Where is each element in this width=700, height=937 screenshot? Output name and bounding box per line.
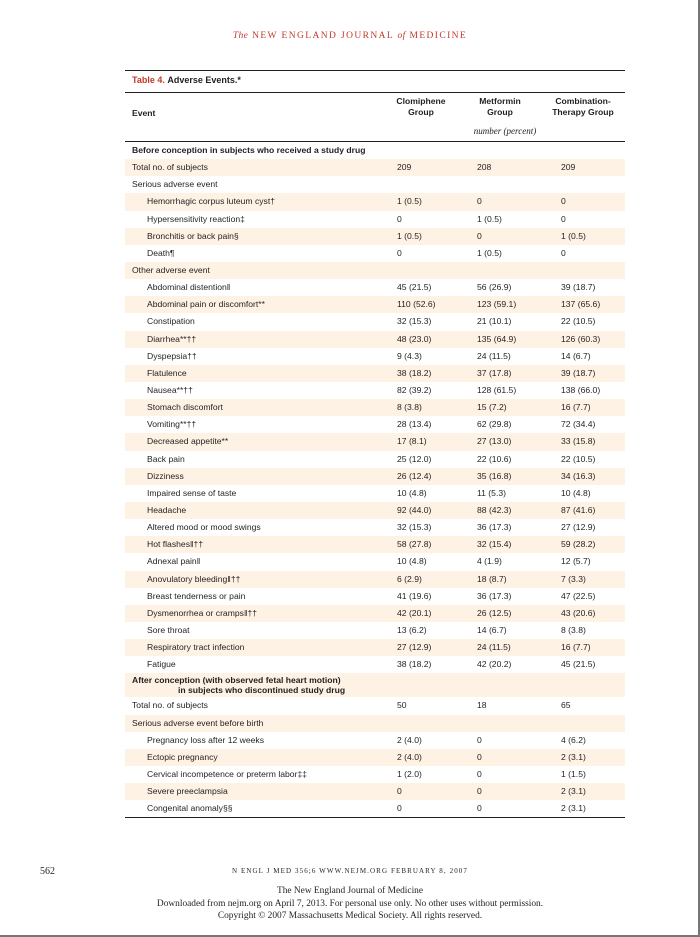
row-label: Back pain: [147, 453, 185, 464]
row-label: Anovulatory bleeding‖††: [147, 573, 241, 584]
table-row: [125, 673, 625, 697]
row-label: Sore throat: [147, 624, 190, 635]
table-row: [125, 262, 625, 279]
row-label: Diarrhea**††: [147, 333, 197, 344]
row-label: Constipation: [147, 316, 195, 327]
table-row: [125, 766, 625, 783]
cell-clomiphene: 10 (4.8): [397, 556, 427, 567]
cell-combination: 4 (6.2): [561, 734, 586, 745]
row-label: Severe preeclampsia: [147, 786, 228, 797]
page-number: 562: [40, 866, 55, 877]
table-row: [125, 553, 625, 570]
table-row: [125, 605, 625, 622]
cell-metformin: 37 (17.8): [477, 367, 512, 378]
table-row: [125, 571, 625, 588]
col-metformin: Metformin Group: [479, 96, 521, 117]
journal-header: [0, 31, 700, 41]
row-label: Hypersensitivity reaction‡: [147, 213, 245, 224]
table-row: [125, 313, 625, 330]
cell-combination: 0: [561, 247, 566, 258]
cell-combination: 137 (65.6): [561, 299, 601, 310]
cell-clomiphene: 32 (15.3): [397, 316, 432, 327]
table-row: [125, 176, 625, 193]
cell-metformin: 36 (17.3): [477, 522, 512, 533]
cell-clomiphene: 1 (0.5): [397, 230, 422, 241]
cell-combination: 72 (34.4): [561, 419, 596, 430]
table-row: [125, 331, 625, 348]
row-label: Dyspepsia††: [147, 350, 197, 361]
row-label: Stomach discomfort: [147, 402, 223, 413]
col-event: Event: [132, 108, 156, 118]
cell-metformin: 32 (15.4): [477, 539, 512, 550]
table-row: [125, 296, 625, 313]
row-label: Adnexal pain‖: [147, 556, 201, 567]
row-label: Dysmenorrhea or cramps‖††: [147, 607, 258, 618]
cell-combination: 27 (12.9): [561, 522, 596, 533]
row-label: Abdominal distention‖: [147, 282, 231, 293]
row-label: Serious adverse event before birth: [132, 717, 264, 728]
cell-clomiphene: 0: [397, 213, 402, 224]
cell-clomiphene: 0: [397, 786, 402, 797]
table-row: [125, 639, 625, 656]
row-label: Fatigue: [147, 659, 176, 670]
cell-metformin: 24 (11.5): [477, 642, 511, 653]
row-label: After conception (with observed fetal heart motion) in subjects who discontinued study drug: [132, 675, 346, 696]
table-row: [125, 715, 625, 732]
units-label: number (percent): [473, 126, 537, 136]
table-row: [125, 749, 625, 766]
cell-combination: 1 (1.5): [561, 768, 586, 779]
row-label: Headache: [147, 504, 187, 515]
cell-metformin: 42 (20.2): [477, 659, 512, 670]
row-label: Bronchitis or back pain§: [147, 230, 239, 241]
cell-clomiphene: 48 (23.0): [397, 333, 432, 344]
table-row: [125, 451, 625, 468]
cell-metformin: 18 (8.7): [477, 573, 507, 584]
table-row: [125, 245, 625, 262]
cell-clomiphene: 41 (19.6): [397, 590, 432, 601]
cell-metformin: 24 (11.5): [477, 350, 511, 361]
table-row: [125, 519, 625, 536]
cell-combination: 16 (7.7): [561, 642, 591, 653]
cell-combination: 22 (10.5): [561, 453, 596, 464]
table-row: [125, 382, 625, 399]
cell-clomiphene: 25 (12.0): [397, 453, 432, 464]
cell-clomiphene: 1 (0.5): [397, 196, 422, 207]
header-of: of: [397, 31, 406, 41]
cell-combination: 0: [561, 213, 566, 224]
cell-clomiphene: 9 (4.3): [397, 350, 422, 361]
cell-metformin: 56 (26.9): [477, 282, 512, 293]
cell-combination: 209: [561, 162, 576, 173]
cell-combination: 59 (28.2): [561, 539, 596, 550]
cell-clomiphene: 8 (3.8): [397, 402, 422, 413]
row-label: Hot flashes‖††: [147, 539, 204, 550]
row-label: Total no. of subjects: [132, 700, 208, 711]
table-row: [125, 142, 625, 159]
cell-metformin: 123 (59.1): [477, 299, 517, 310]
row-label: Breast tenderness or pain: [147, 590, 246, 601]
cell-clomiphene: 82 (39.2): [397, 384, 432, 395]
cell-metformin: 0: [477, 734, 482, 745]
cell-combination: 47 (22.5): [561, 590, 596, 601]
row-label: Congenital anomaly§§: [147, 803, 233, 814]
row-label: Death¶: [147, 247, 175, 258]
cell-combination: 16 (7.7): [561, 402, 591, 413]
table-row: [125, 433, 625, 450]
col-clomiphene: Clomiphene Group: [396, 96, 446, 117]
cell-metformin: 62 (29.8): [477, 419, 512, 430]
cell-metformin: 21 (10.1): [477, 316, 512, 327]
cell-clomiphene: 110 (52.6): [397, 299, 436, 310]
cell-combination: 7 (3.3): [561, 573, 586, 584]
cell-metformin: 14 (6.7): [477, 624, 507, 635]
cell-metformin: 0: [477, 768, 482, 779]
row-label: Respiratory tract infection: [147, 642, 245, 653]
cell-metformin: 128 (61.5): [477, 384, 517, 395]
table-row: [125, 159, 625, 176]
row-label: Altered mood or mood swings: [147, 522, 261, 533]
row-label: Pregnancy loss after 12 weeks: [147, 734, 265, 745]
table-number: Table 4.: [132, 75, 165, 85]
row-label: Vomiting**††: [147, 419, 197, 430]
table-row: [125, 502, 625, 519]
table-name: Adverse Events.*: [167, 75, 241, 85]
cell-combination: 2 (3.1): [561, 786, 586, 797]
table-row: [125, 622, 625, 639]
cell-combination: 34 (16.3): [561, 470, 596, 481]
cell-metformin: 208: [477, 162, 492, 173]
row-label: Serious adverse event: [132, 179, 218, 190]
table-row: [125, 468, 625, 485]
cell-metformin: 0: [477, 751, 482, 762]
cell-clomiphene: 2 (4.0): [397, 751, 422, 762]
row-label: Flatulence: [147, 367, 187, 378]
table-row: [125, 193, 625, 210]
cell-clomiphene: 209: [397, 162, 412, 173]
table-row: [125, 732, 625, 749]
table-row: [125, 800, 625, 817]
cell-clomiphene: 27 (12.9): [397, 642, 432, 653]
table-row: [125, 399, 625, 416]
row-label: Nausea**††: [147, 384, 193, 395]
cell-combination: 39 (18.7): [561, 367, 596, 378]
cell-clomiphene: 26 (12.4): [397, 470, 432, 481]
row-label: Before conception in subjects who received a study drug: [132, 145, 366, 155]
cell-clomiphene: 58 (27.8): [397, 539, 432, 550]
header-the: The: [232, 31, 249, 41]
cell-clomiphene: 38 (18.2): [397, 659, 432, 670]
cell-combination: 138 (66.0): [561, 384, 601, 395]
table-row: [125, 536, 625, 553]
cell-combination: 22 (10.5): [561, 316, 596, 327]
cell-clomiphene: 42 (20.1): [397, 607, 432, 618]
download-notice: The New England Journal of Medicine Downloaded from nejm.org on April 7, 2013. For personal use only. No other uses without permission. Copyright © 2007 Massachusetts Medical Society. All rights reserved.: [156, 886, 544, 921]
cell-combination: 2 (3.1): [561, 803, 586, 814]
running-footer: N ENGL J MED 356;6 WWW.NEJM.ORG FEBRUARY 8, 2007: [231, 867, 469, 875]
cell-clomiphene: 0: [397, 247, 402, 258]
cell-metformin: 27 (13.0): [477, 436, 512, 447]
cell-clomiphene: 17 (8.1): [397, 436, 427, 447]
table-row: [125, 656, 625, 673]
cell-clomiphene: 10 (4.8): [397, 487, 427, 498]
row-label: Ectopic pregnancy: [147, 751, 218, 762]
cell-metformin: 1 (0.5): [477, 213, 502, 224]
cell-combination: 45 (21.5): [561, 659, 596, 670]
cell-metformin: 1 (0.5): [477, 247, 502, 258]
header-journal: NEW ENGLAND JOURNAL: [252, 31, 394, 41]
cell-metformin: 88 (42.3): [477, 504, 512, 515]
cell-metformin: 11 (5.3): [477, 487, 506, 498]
cell-combination: 8 (3.8): [561, 624, 586, 635]
cell-clomiphene: 0: [397, 803, 402, 814]
cell-metformin: 0: [477, 786, 482, 797]
table-row: [125, 279, 625, 296]
cell-combination: 126 (60.3): [561, 333, 601, 344]
cell-clomiphene: 38 (18.2): [397, 367, 432, 378]
cell-combination: 65: [561, 700, 571, 711]
cell-metformin: 18: [477, 700, 487, 711]
row-label: Total no. of subjects: [132, 162, 208, 173]
cell-combination: 1 (0.5): [561, 230, 586, 241]
table-row: [125, 697, 625, 714]
table-row: [125, 416, 625, 433]
cell-clomiphene: 50: [397, 700, 407, 711]
cell-metformin: 135 (64.9): [477, 333, 517, 344]
cell-combination: 39 (18.7): [561, 282, 596, 293]
table-title: [125, 70, 625, 92]
cell-metformin: 22 (10.6): [477, 453, 512, 464]
cell-combination: 0: [561, 196, 566, 207]
cell-clomiphene: 92 (44.0): [397, 504, 432, 515]
cell-clomiphene: 1 (2.0): [397, 768, 422, 779]
cell-clomiphene: 28 (13.4): [397, 419, 432, 430]
cell-metformin: 36 (17.3): [477, 590, 512, 601]
table-body: [125, 142, 625, 818]
cell-clomiphene: 13 (6.2): [397, 624, 427, 635]
row-label: Hemorrhagic corpus luteum cyst†: [147, 196, 275, 207]
row-label: Decreased appetite**: [147, 436, 229, 447]
cell-combination: 14 (6.7): [561, 350, 591, 361]
table-row: [125, 365, 625, 382]
cell-combination: 33 (15.8): [561, 436, 596, 447]
header-medicine: MEDICINE: [409, 31, 468, 41]
cell-metformin: 26 (12.5): [477, 607, 512, 618]
cell-clomiphene: 2 (4.0): [397, 734, 422, 745]
col-combination: Combination- Therapy Group: [552, 96, 614, 117]
adverse-events-table: [125, 70, 625, 818]
cell-combination: 87 (41.6): [561, 504, 596, 515]
cell-metformin: 0: [477, 196, 482, 207]
row-label: Cervical incompetence or preterm labor‡‡: [147, 768, 308, 779]
cell-combination: 2 (3.1): [561, 751, 586, 762]
row-label: Abdominal pain or discomfort**: [147, 299, 265, 310]
cell-metformin: 4 (1.9): [477, 556, 502, 567]
cell-combination: 12 (5.7): [561, 556, 591, 567]
table-row: [125, 783, 625, 800]
cell-metformin: 0: [477, 803, 482, 814]
cell-clomiphene: 6 (2.9): [397, 573, 422, 584]
table-row: [125, 228, 625, 245]
row-label: Dizziness: [147, 470, 184, 481]
row-label: Impaired sense of taste: [147, 487, 237, 498]
table-row: [125, 588, 625, 605]
cell-metformin: 0: [477, 230, 482, 241]
cell-clomiphene: 45 (21.5): [397, 282, 432, 293]
table-row: [125, 348, 625, 365]
cell-combination: 10 (4.8): [561, 487, 591, 498]
cell-combination: 43 (20.6): [561, 607, 596, 618]
column-headers: [125, 93, 625, 141]
table-row: [125, 211, 625, 228]
cell-clomiphene: 32 (15.3): [397, 522, 432, 533]
cell-metformin: 35 (16.8): [477, 470, 512, 481]
table-row: [125, 485, 625, 502]
cell-metformin: 15 (7.2): [477, 402, 507, 413]
row-label: Other adverse event: [132, 264, 210, 275]
